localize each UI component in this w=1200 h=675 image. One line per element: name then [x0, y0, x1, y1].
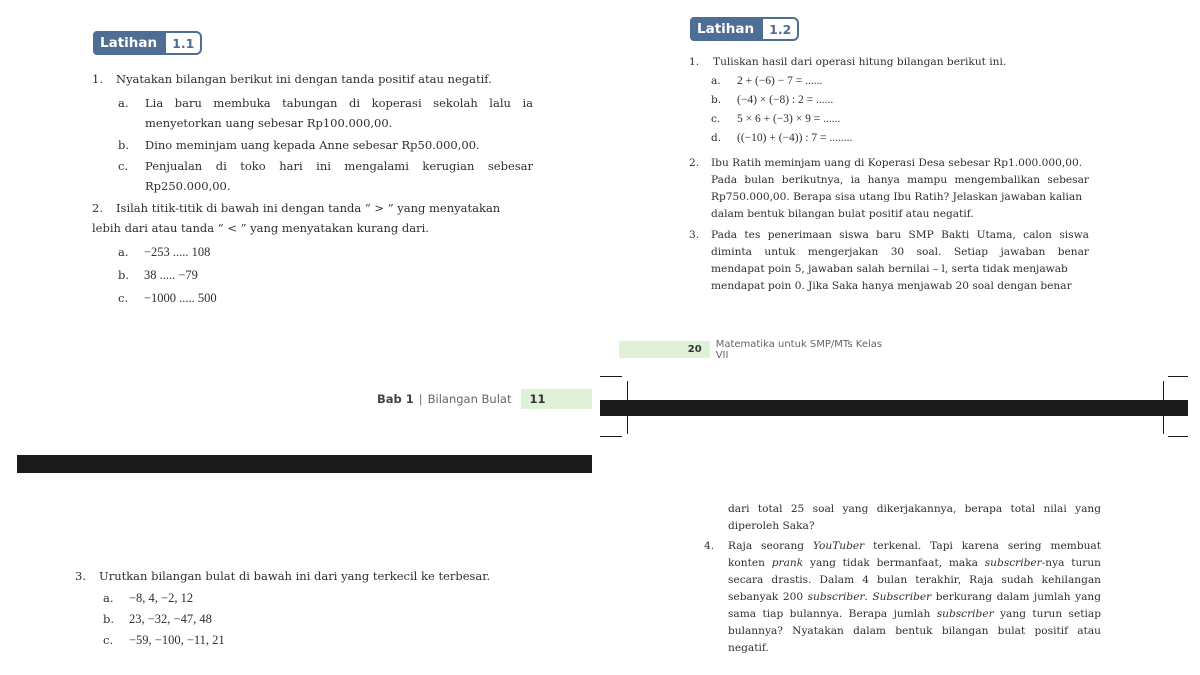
question-3: 3. Urutkan bilangan bulat di bawah ini dari yang terkecil ke terbesar. [75, 569, 491, 583]
question-3-items [103, 588, 225, 651]
footer-page-number: 20 [619, 341, 710, 358]
footer-title: Bilangan Bulat [427, 392, 512, 406]
latihan-1-1-badge [93, 31, 202, 55]
page-separator-bar [600, 400, 1188, 416]
list-item: a. −253 ..... 108 [118, 245, 211, 259]
crop-mark [600, 376, 622, 377]
question-1c: c. Penjualan di toko hari ini mengalami kerugian sebesar Rp250.000,00. [118, 159, 533, 193]
crop-mark [1168, 376, 1188, 377]
list-item: c. −1000 ..... 500 [118, 291, 217, 305]
crop-mark [1163, 416, 1164, 434]
q4-line: secara drastis. Dalam 4 bulan terakhir, Raja sudah kehilangan [728, 574, 1101, 586]
right-question-3: 3. Pada tes penerimaan siswa baru SMP Bakti Utama, calon siswa diminta untuk mengerjakan 30 soal. Setiap jawaban benar mendapat poin 5, jawaban salah bernilai – l, serta tidak menjawab mendapat poin 0. Jika Saka hanya menjawab 20 soal dengan benar [689, 229, 1089, 292]
crop-mark [1163, 381, 1164, 401]
badge-number: 1.1 [164, 31, 202, 55]
page-footer-left [360, 389, 592, 409]
footer-title: Matematika untuk SMP/MTs Kelas VII [715, 338, 883, 361]
list-item: a. −8, 4, −2, 12 [103, 591, 194, 605]
right-question-1-items [711, 72, 852, 148]
q4-line: Raja seorang YouTuber terkenal. Tapi karena sering membuat [728, 540, 1101, 552]
list-item: c. 5 × 6 + (−3) × 9 = ...... [711, 113, 841, 125]
question-2-items [118, 241, 217, 310]
crop-mark [627, 381, 628, 401]
question-2: 2. Isilah titik-titik di bawah ini dengan tanda “ > ” yang menyatakan lebih dari atau tanda “ < ” yang menyatakan kurang dari. [92, 201, 501, 235]
q4-line: sama tiap bulannya. Berapa jumlah subscriber yang turun setiap [728, 608, 1102, 620]
badge-word: Latihan [690, 17, 761, 41]
list-item: a. 2 + (−6) − 7 = ...... [711, 75, 823, 87]
right-question-1: 1. Tuliskan hasil dari operasi hitung bilangan berikut ini. [689, 56, 1007, 68]
badge-number: 1.2 [761, 17, 799, 41]
footer-page-number: 11 [521, 389, 592, 409]
crop-mark [627, 416, 628, 434]
crop-mark [600, 436, 622, 437]
list-item: b. (−4) × (−8) : 2 = ...... [711, 94, 834, 106]
badge-word: Latihan [93, 31, 164, 55]
right-question-3-continued: dari total 25 soal yang dikerjakannya, berapa total nilai yang diperoleh Saka? [728, 503, 1101, 532]
q4-line: sebanyak 200 subscriber. Subscriber berkurang dalam jumlah yang [728, 591, 1101, 603]
q4-line: negatif. [728, 642, 769, 654]
latihan-1-2-badge [690, 17, 799, 41]
footer-separator: | [418, 392, 423, 406]
right-question-2: 2. Ibu Ratih meminjam uang di Koperasi Desa sebesar Rp1.000.000,00. Pada bulan berikutnya, ia hanya mampu mengembalikan sebesar Rp750.000,00. Berapa sisa utang Ibu Ratih? Jelaskan jawaban kalian dalam bentuk bilangan bulat positif atau negatif. [689, 157, 1089, 220]
question-1: 1. Nyatakan bilangan berikut ini dengan tanda positif atau negatif. [92, 72, 492, 86]
question-1a: a. Lia baru membuka tabungan di koperasi sekolah lalu ia menyetorkan uang sebesar Rp100.000,00. [118, 96, 533, 130]
page-separator-bar [17, 455, 592, 473]
list-item: b. 23, −32, −47, 48 [103, 612, 212, 626]
q4-line: bulannya? Nyatakan dalam bentuk bilangan bulat positif atau [728, 625, 1101, 637]
question-1-block [92, 69, 562, 89]
list-item: d. ((−10) + (−4)) : 7 = ........ [711, 132, 853, 144]
page-footer-right [619, 338, 889, 361]
footer-chapter: Bab 1 [377, 392, 414, 406]
list-item: c. −59, −100, −11, 21 [103, 633, 225, 647]
crop-mark [1168, 436, 1188, 437]
q4-line: konten prank yang tidak bermanfaat, maka subscriber-nya turun [728, 557, 1101, 569]
question-1b: b. Dino meminjam uang kepada Anne sebesar Rp50.000,00. [118, 138, 480, 152]
right-question-4: 4. Raja seorang YouTuber terkenal. Tapi karena sering membuat konten prank yang tidak bermanfaat, maka subscriber-nya turun secara drastis. Dalam 4 bulan terakhir, Raja sudah kehilangan sebanyak 200 subscriber. Subscriber berkurang dalam jumlah yang sama tiap bulannya. Berapa jumlah subscriber yang turun setiap bulannya? Nyatakan dalam bentuk bilangan bulat positif atau negatif. [704, 538, 1101, 657]
list-item: b. 38 ..... −79 [118, 268, 198, 282]
